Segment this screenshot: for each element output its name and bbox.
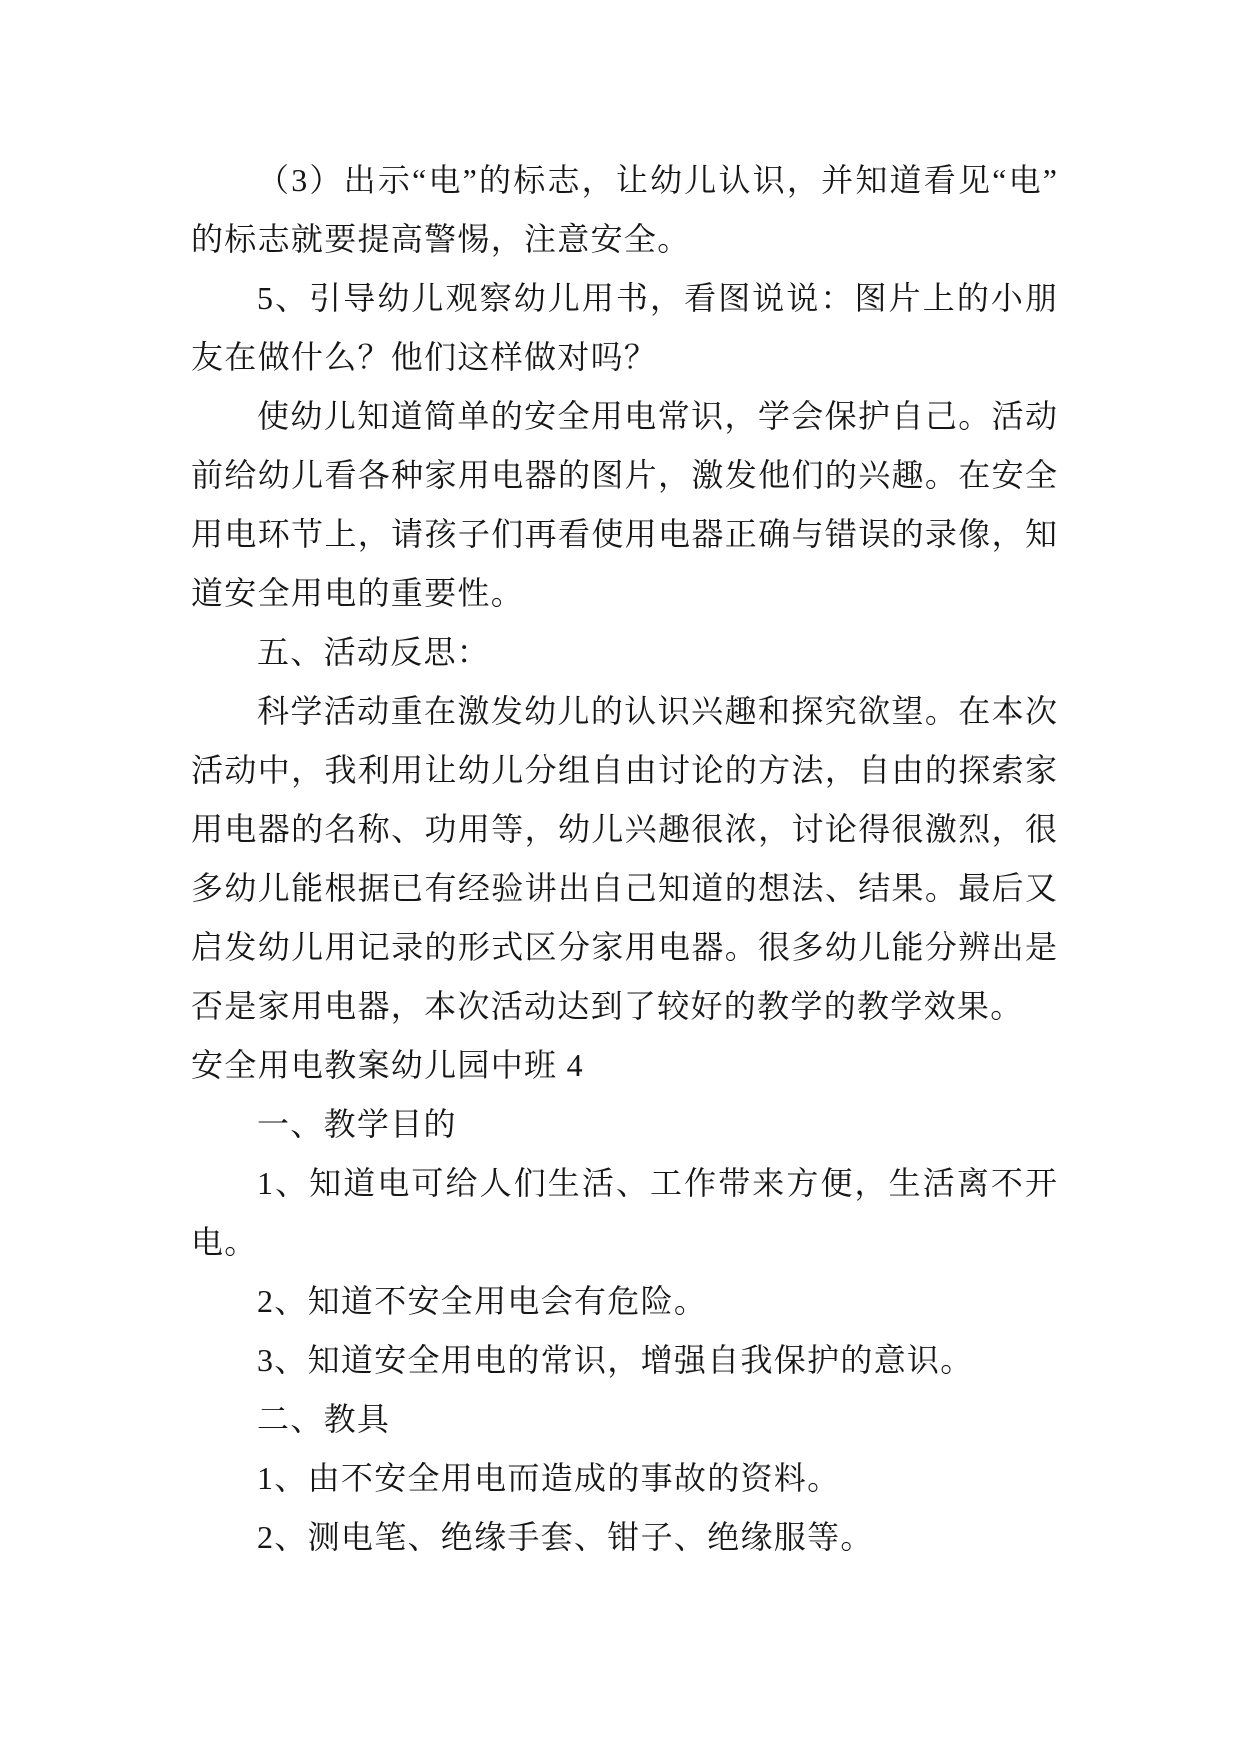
text-line: 2、知道不安全用电会有危险。 xyxy=(257,1283,708,1319)
text-line: 活动中，我利用让幼儿分组自由讨论的方法，自由的探索家 xyxy=(191,752,1057,788)
text-line: 2、测电笔、绝缘手套、钳子、绝缘服等。 xyxy=(257,1519,874,1555)
text-line: 用电器的名称、功用等，幼儿兴趣很浓，讨论得很激烈，很 xyxy=(191,811,1057,847)
text-line: 使幼儿知道简单的安全用电常识，学会保护自己。活动 xyxy=(257,398,1057,434)
text-line: 1、由不安全用电而造成的事故的资料。 xyxy=(257,1460,841,1496)
paragraph xyxy=(191,1095,1057,1154)
paragraph xyxy=(191,1508,1057,1567)
text-line: 前给幼儿看各种家用电器的图片，激发他们的兴趣。在安全 xyxy=(191,457,1057,493)
paragraph xyxy=(191,387,1057,623)
text-line: 一、教学目的 xyxy=(257,1106,457,1142)
text-line: 启发幼儿用记录的形式区分家用电器。很多幼儿能分辨出是 xyxy=(191,929,1057,965)
text-line: 科学活动重在激发幼儿的认识兴趣和探究欲望。在本次 xyxy=(257,693,1057,729)
text-line: 3、知道安全用电的常识，增强自我保护的意识。 xyxy=(257,1342,974,1378)
text-line: 友在做什么？他们这样做对吗？ xyxy=(191,339,658,375)
text-line: 的标志就要提高警惕，注意安全。 xyxy=(191,221,691,257)
paragraph xyxy=(191,269,1057,387)
paragraph xyxy=(191,1449,1057,1508)
text-line: （3）出示“电”的标志，让幼儿认识，并知道看见“电” xyxy=(257,162,1057,198)
paragraph xyxy=(191,623,1057,682)
paragraph xyxy=(191,1272,1057,1331)
text-line: 电。 xyxy=(191,1224,258,1260)
paragraph xyxy=(191,1154,1057,1272)
text-line: 用电环节上，请孩子们再看使用电器正确与错误的录像，知 xyxy=(191,516,1057,552)
text-line: 道安全用电的重要性。 xyxy=(191,575,525,611)
paragraph xyxy=(191,1331,1057,1390)
text-line: 否是家用电器，本次活动达到了较好的教学的教学效果。 xyxy=(191,988,1024,1024)
paragraph xyxy=(191,682,1057,1036)
section-heading: 安全用电教案幼儿园中班 4 xyxy=(191,1047,584,1083)
text-line: 二、教具 xyxy=(257,1401,391,1437)
text-line: 多幼儿能根据已有经验讲出自己知道的想法、结果。最后又 xyxy=(191,870,1057,906)
document-body xyxy=(191,151,1057,1567)
text-line: 1、知道电可给人们生活、工作带来方便，生活离不开 xyxy=(257,1165,1057,1201)
paragraph xyxy=(191,151,1057,269)
text-line: 5、引导幼儿观察幼儿用书，看图说说：图片上的小朋 xyxy=(257,280,1057,316)
paragraph xyxy=(191,1390,1057,1449)
text-line: 五、活动反思： xyxy=(257,634,491,670)
